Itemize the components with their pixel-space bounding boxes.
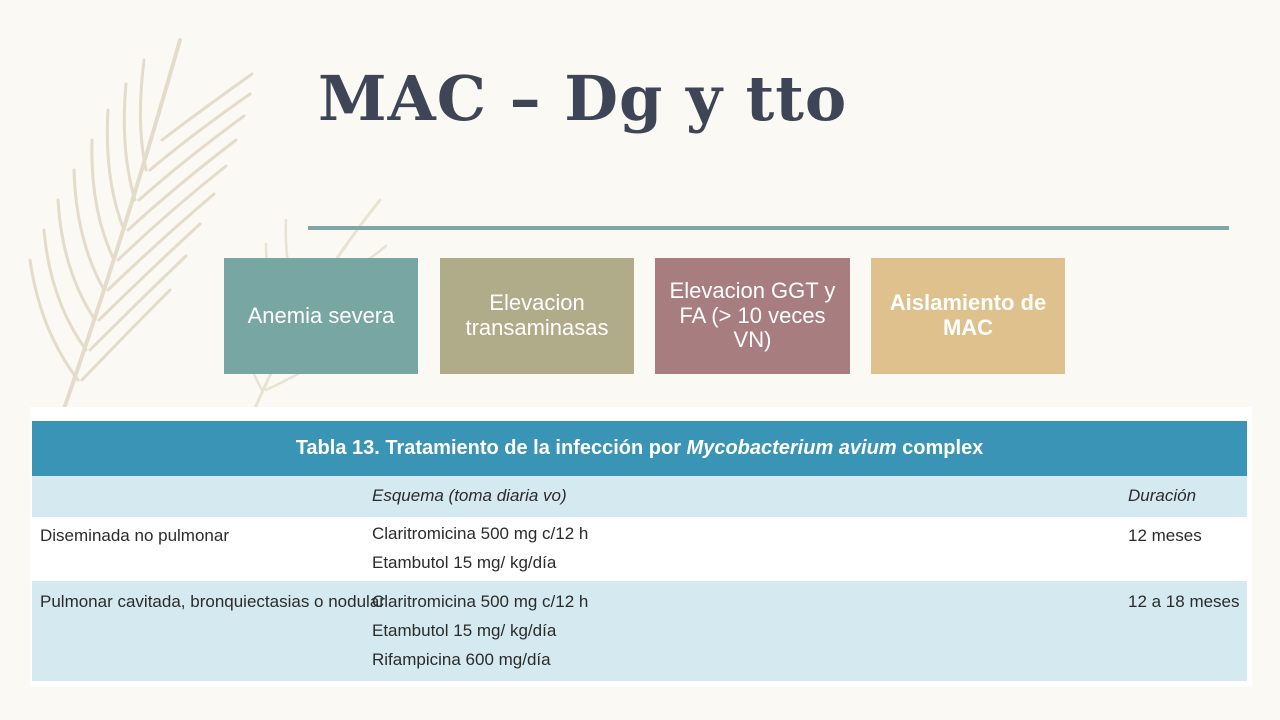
slide-title: MAC – Dg y tto — [318, 62, 848, 135]
regimen-line: Etambutol 15 mg/ kg/día — [372, 621, 557, 640]
row-duration: 12 a 18 meses — [1128, 592, 1240, 611]
box-label: Anemia severa — [247, 302, 395, 328]
header-regimen: Esquema (toma diaria vo) — [372, 486, 567, 505]
header-duration: Duración — [1128, 486, 1197, 505]
table-title-suffix: complex — [896, 437, 984, 459]
table-header-row — [32, 476, 1247, 517]
table-row — [32, 581, 1247, 681]
row-condition: Diseminada no pulmonar — [40, 526, 229, 545]
box-elevacion-transaminasas — [440, 258, 634, 374]
title-divider — [308, 226, 1229, 230]
table-title — [32, 421, 1247, 476]
table-row — [32, 517, 1247, 581]
regimen-line: Etambutol 15 mg/ kg/día — [372, 553, 557, 572]
treatment-table — [30, 407, 1252, 687]
row-condition: Pulmonar cavitada, bronquiectasias o nodular — [40, 592, 385, 611]
regimen-line: Claritromicina 500 mg c/12 h — [372, 524, 589, 543]
regimen-line: Rifampicina 600 mg/día — [372, 650, 551, 669]
box-elevacion-ggt-fa — [655, 258, 850, 374]
box-label: Aislamiento de MAC — [889, 290, 1047, 340]
table-title-prefix: Tabla 13. Tratamiento de la infección por — [295, 437, 687, 459]
regimen-line: Claritromicina 500 mg c/12 h — [372, 592, 589, 611]
box-label: Elevacion GGT y FA (> 10 veces VN) — [669, 278, 836, 353]
box-label: Elevacion transaminasas — [465, 290, 609, 340]
row-regimen — [372, 519, 588, 577]
table-title-italic: Mycobacterium avium — [686, 437, 897, 459]
row-regimen — [372, 587, 588, 674]
row-duration: 12 meses — [1128, 526, 1202, 545]
box-anemia-severa — [224, 258, 418, 374]
box-aislamiento-mac — [871, 258, 1065, 374]
